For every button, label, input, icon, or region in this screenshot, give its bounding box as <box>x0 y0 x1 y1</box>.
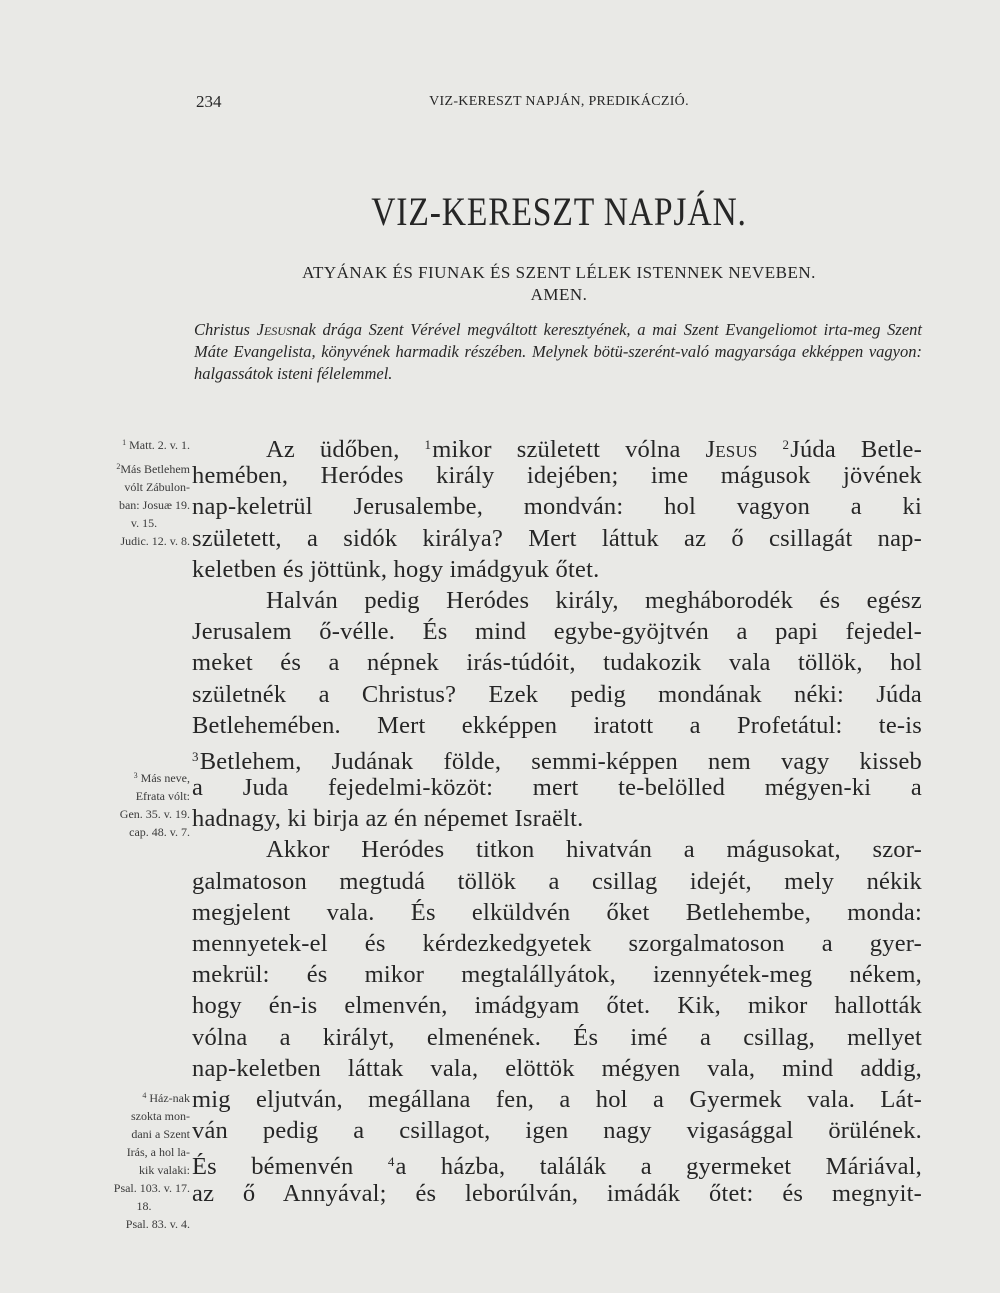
text-line-1 <box>192 429 922 463</box>
margin-note-4-line-3: dani a Szent <box>131 1127 190 1141</box>
margin-note-3-line-3: Gen. 35. v. 19. <box>119 807 190 821</box>
footnote-mark-1: 1 <box>424 437 432 452</box>
margin-note-3-mark: 3 <box>133 771 138 780</box>
margin-note-2-line-1: Más Betlehem <box>120 462 190 476</box>
text-line-11 <box>192 741 922 775</box>
text-line-8: meket és a népnek irás-túdóit, tudakozik vala töllök, hol <box>192 649 922 677</box>
margin-note-3-line-2: Efrata vólt: <box>135 789 190 803</box>
text-line-12: a Juda fejedelmi-közöt: mert te-belölled mégyen-ki a <box>192 774 922 802</box>
margin-note-4-line-7: 18. <box>136 1199 152 1213</box>
page-header <box>196 92 922 116</box>
text-line-24-part-a: És bémenvén <box>192 1153 388 1181</box>
margin-note-4-line-4: Irás, a hol la- <box>126 1145 190 1159</box>
text-line-13: hadnagy, ki birja az én népemet Israëlt. <box>192 805 584 833</box>
text-line-1-part-a: Az üdőben, <box>266 436 425 463</box>
text-line-3: nap-keletrül Jerusalembe, mondván: hol vagyon a ki <box>192 493 922 521</box>
margin-note-1-mark: 1 <box>122 438 127 447</box>
text-line-9: születnék a Christus? Ezek pedig mondának néki: Júda <box>192 680 922 708</box>
margin-note-4-mark: 4 <box>142 1091 147 1100</box>
margin-note-1 <box>30 434 190 454</box>
margin-note-1-text: Matt. 2. v. 1. <box>129 438 190 452</box>
text-line-24 <box>192 1146 922 1181</box>
footnote-mark-2: 2 <box>782 437 790 452</box>
margin-note-4-line-5: kik valaki: <box>139 1163 190 1177</box>
margin-note-4-line-6: Psal. 103. v. 17. <box>113 1181 190 1195</box>
margin-note-4-line-1: Ház-nak <box>149 1091 190 1105</box>
margin-note-4-line-2: szokta mon- <box>131 1109 190 1123</box>
margin-note-2-line-2: vólt Zábulon- <box>124 480 190 494</box>
margin-note-3-line-4: cap. 48. v. 7. <box>129 825 190 839</box>
text-line-16: megjelent vala. És elküldvén őket Betlehembe, monda: <box>192 898 922 926</box>
margin-note-2 <box>30 458 190 550</box>
text-line-23: ván pedig a csillagot, igen nagy vigasággal örülének. <box>192 1117 922 1145</box>
footnote-mark-3: 3 <box>192 748 199 764</box>
intro-text-rest: nak drága Szent Vérével megváltott keresztyének, a mai Szent Evangeliomot irta-meg Szent Máte Evangelista, könyvének harmadik részében. Melynek bötü-szerént-való magyarsága ekképpen vagyon: halgassátok isteni félelemmel. <box>194 320 922 383</box>
text-line-6: Halván pedig Heródes király, megháborodék és egész <box>266 586 922 614</box>
text-line-11-text: Betlehem, Judának földe, semmi-képpen nem vagy kisseb <box>199 747 922 775</box>
text-line-18: mekrül: és mikor megtalállyátok, izennyétek-meg nékem, <box>192 961 922 989</box>
invocation-line-2: AMEN. <box>530 285 588 304</box>
intro-text-start: Christus <box>194 320 257 339</box>
text-line-20: vólna a királyt, elmenének. És imé a csillag, mellyet <box>192 1023 922 1051</box>
text-line-1-part-b: mikor született vólna <box>432 436 706 463</box>
margin-note-2-mark: 2 <box>116 462 121 471</box>
margin-note-4-line-8: Psal. 83. v. 4. <box>125 1217 190 1231</box>
text-line-17: mennyetek-el és kérdezkedgyetek szorgalmatoson a gyer- <box>192 930 922 957</box>
margin-note-2-line-3: ban: Josuæ 19. <box>118 498 190 512</box>
text-line-1-part-c: Júda Betle- <box>790 436 922 463</box>
intro-name-jesus: Jesus <box>256 320 292 339</box>
text-line-14: Akkor Heródes titkon hivatván a mágusokat, szor- <box>266 836 922 864</box>
margin-note-4 <box>30 1087 190 1233</box>
text-line-25: az ő Annyával; és leborúlván, imádák őtet: és megnyit- <box>192 1179 922 1207</box>
text-line-10: Betlehemében. Mert ekképpen iratott a Profetátul: te-is <box>192 711 922 739</box>
margin-note-2-line-4: v. 15. <box>130 516 158 530</box>
text-line-24-part-b: a házba, találák a gyermeket Máriával, <box>395 1153 922 1181</box>
running-head: VIZ-KERESZT NAPJÁN, PREDIKÁCZIÓ. <box>429 94 689 109</box>
text-line-5: keletben és jöttünk, hogy imádgyuk őtet. <box>192 555 600 583</box>
text-line-21: nap-keletben láttak vala, elöttök mégyen vala, mind addig, <box>192 1054 922 1082</box>
text-line-22: mig eljutván, megállana fen, a hol a Gyermek vala. Lát- <box>192 1085 922 1113</box>
margin-note-3-line-1: Más neve, <box>140 771 190 785</box>
margin-note-2-line-5: Judic. 12. v. 8. <box>120 534 190 548</box>
invocation-line-1: ATYÁNAK ÉS FIUNAK ÉS SZENT LÉLEK ISTENNEK NEVEBEN. <box>302 263 816 282</box>
invocation <box>196 262 922 306</box>
text-line-19: hogy én-is elmenvén, imádgyam őtet. Kik, mikor hallották <box>192 992 922 1020</box>
gospel-text <box>192 429 922 1209</box>
chapter-title: VIZ-KERESZT NAPJÁN. <box>371 189 747 234</box>
text-line-2: hemében, Heródes király idejében; ime mágusok jövének <box>192 462 922 490</box>
text-line-7: Jerusalem ő-vélle. És mind egybe-gyöjtvén a papi fejedel- <box>192 618 922 646</box>
footnote-mark-4: 4 <box>387 1154 395 1170</box>
margin-note-3 <box>30 767 190 841</box>
intro-paragraph <box>194 319 922 385</box>
page-number: 234 <box>196 92 222 111</box>
text-line-15: galmatoson megtudá töllök a csillag idejét, mely nékik <box>192 867 922 895</box>
name-jesus: Jesus <box>705 436 758 463</box>
text-line-4: született, a sidók királya? Mert láttuk az ő csillagát nap- <box>192 524 922 552</box>
